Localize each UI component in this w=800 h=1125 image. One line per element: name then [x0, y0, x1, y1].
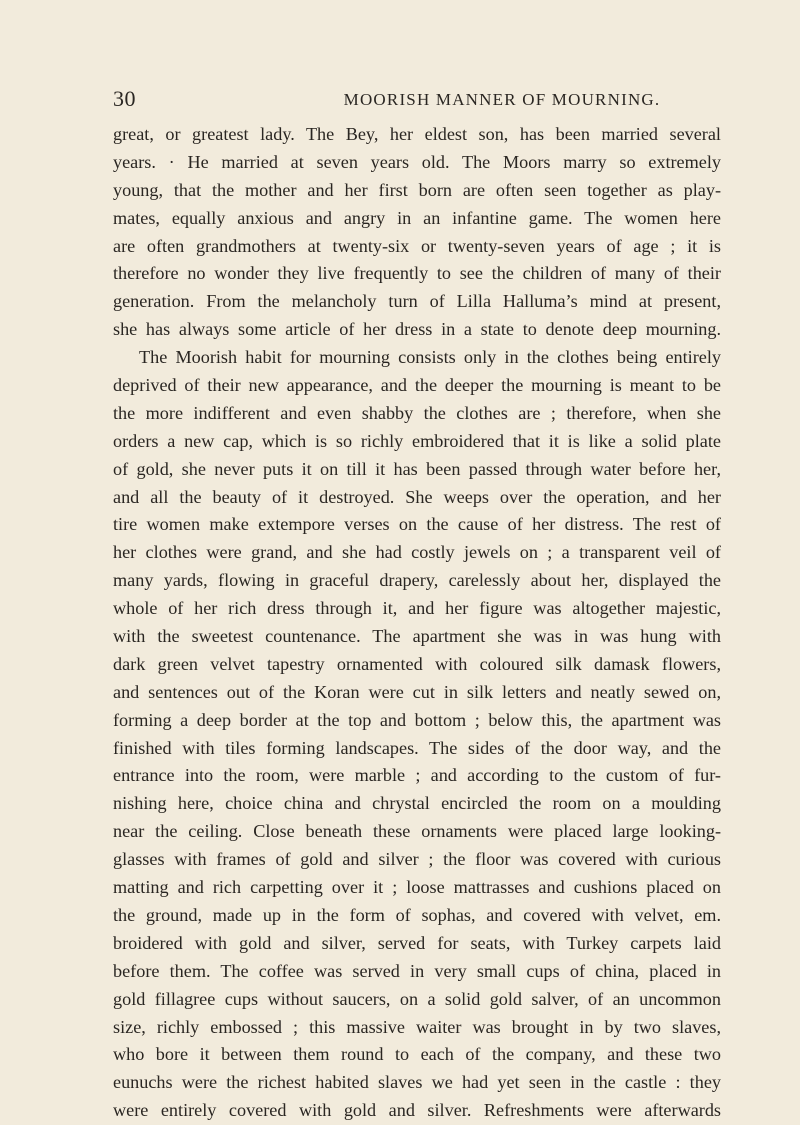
text-line: years. · He married at seven years old. The Moors marry so extremely: [113, 151, 721, 172]
text-line: and sentences out of the Koran were cut in silk letters and neatly sewed on,: [113, 681, 721, 702]
text-line: tire women make extempore verses on the cause of her distress. The rest of: [113, 514, 721, 535]
text-line: gold fillagree cups without saucers, on a solid gold salver, of an uncommon: [113, 988, 721, 1009]
text-line: finished with tiles forming landscapes. The sides of the door way, and the: [113, 737, 721, 758]
text-line: young, that the mother and her first born are often seen together as play-: [113, 179, 721, 200]
text-line: entrance into the room, were marble ; and according to the custom of fur-: [113, 765, 721, 786]
text-line: dark green velvet tapestry ornamented with coloured silk damask flowers,: [113, 653, 721, 674]
text-line: eunuchs were the richest habited slaves we had yet seen in the castle : they: [113, 1072, 721, 1093]
text-line: were entirely covered with gold and silver. Refreshments were afterwards: [113, 1100, 721, 1121]
text-line: nishing here, choice china and chrystal encircled the room on a moulding: [113, 793, 721, 814]
text-line: her clothes were grand, and she had costly jewels on ; a transparent veil of: [113, 542, 721, 563]
text-line: the ground, made up in the form of sophas, and covered with velvet, em.: [113, 904, 721, 925]
text-line: who bore it between them round to each of the company, and these two: [113, 1044, 721, 1065]
text-line: with the sweetest countenance. The apartment she was in was hung with: [113, 626, 721, 647]
text-line: near the ceiling. Close beneath these ornaments were placed large looking-: [113, 821, 721, 842]
text-line: matting and rich carpetting over it ; loose mattrasses and cushions placed on: [113, 877, 721, 898]
paragraph-first-line: The Moorish habit for mourning consists only in the clothes being entirely: [139, 347, 721, 368]
text-line: many yards, flowing in graceful drapery, carelessly about her, displayed the: [113, 570, 721, 591]
text-line: the more indifferent and even shabby the clothes are ; therefore, when she: [113, 402, 721, 423]
body-text: [113, 121, 721, 1125]
text-line: whole of her rich dress through it, and her figure was altogether majestic,: [113, 598, 721, 619]
text-line: forming a deep border at the top and bottom ; below this, the apartment was: [113, 709, 721, 730]
text-line: great, or greatest lady. The Bey, her eldest son, has been married several: [113, 124, 721, 144]
page-number: 30: [113, 86, 136, 111]
text-line: orders a new cap, which is so richly embroidered that it is like a solid plate: [113, 430, 721, 451]
text-line: broidered with gold and silver, served for seats, with Turkey carpets laid: [113, 932, 721, 953]
text-line: are often grandmothers at twenty-six or twenty-seven years of age ; it is: [113, 235, 721, 256]
text-line: mates, equally anxious and angry in an infantine game. The women here: [113, 207, 721, 228]
text-line: before them. The coffee was served in very small cups of china, placed in: [113, 960, 721, 981]
running-title: MOORISH MANNER OF MOURNING.: [343, 90, 661, 109]
text-line: size, richly embossed ; this massive waiter was brought in by two slaves,: [113, 1016, 721, 1037]
text-line: glasses with frames of gold and silver ; the floor was covered with curious: [113, 849, 721, 870]
text-line: and all the beauty of it destroyed. She weeps over the operation, and her: [113, 486, 721, 507]
text-line: generation. From the melancholy turn of Lilla Halluma’s mind at present,: [113, 291, 721, 312]
running-head: [113, 84, 721, 114]
text-line: therefore no wonder they live frequently to see the children of many of their: [113, 263, 721, 284]
text-line: deprived of their new appearance, and the deeper the mourning is meant to be: [113, 375, 721, 396]
text-line: of gold, she never puts it on till it has been passed through water before her,: [113, 458, 721, 479]
text-line: she has always some article of her dress in a state to denote deep mourning.: [113, 319, 721, 340]
